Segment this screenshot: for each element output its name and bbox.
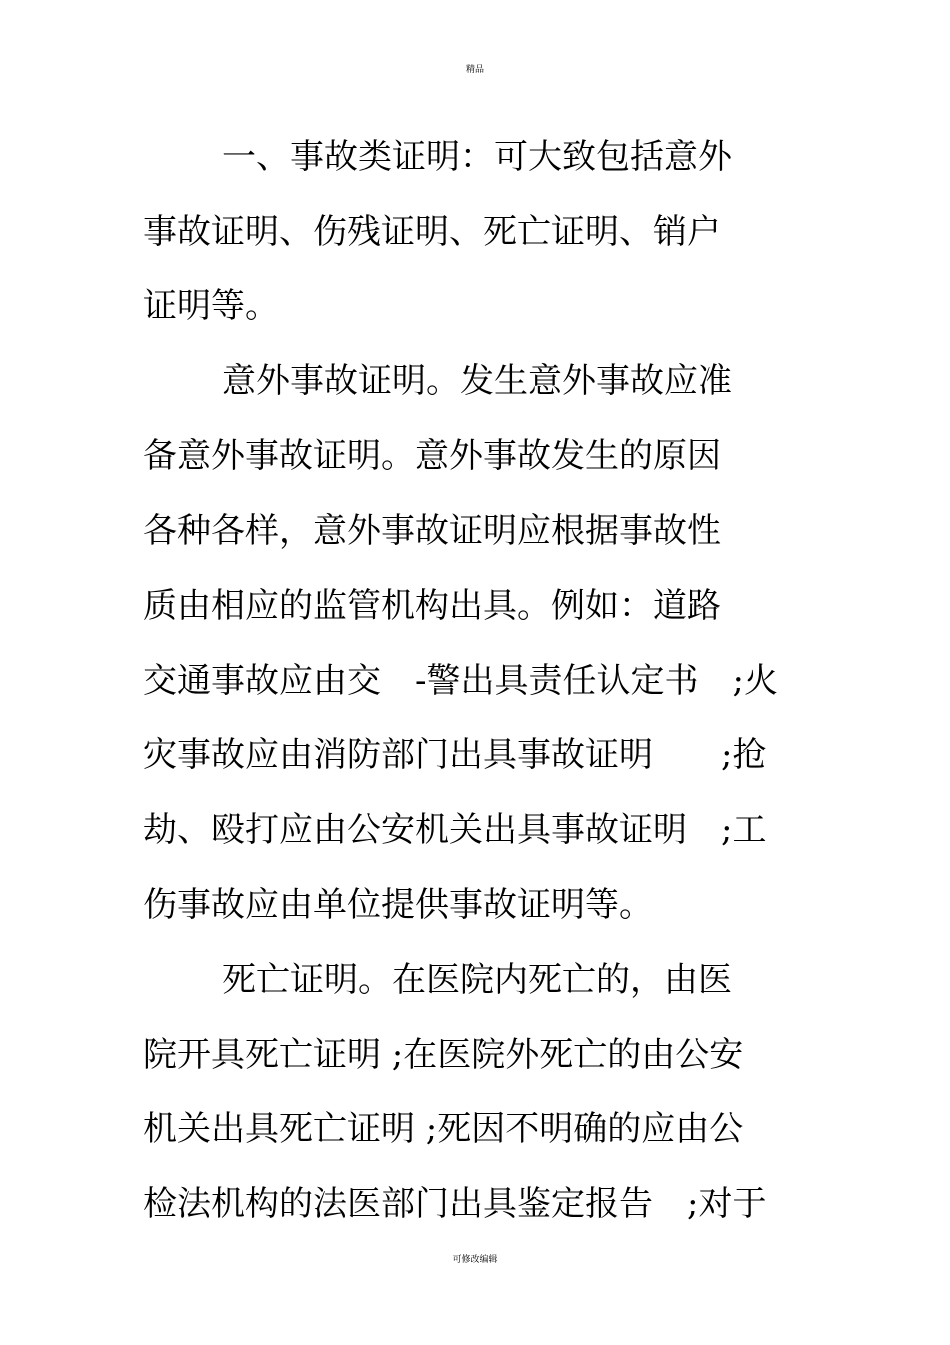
paragraph-line: 检法机构的法医部门出具鉴定报告 ;对于	[143, 1184, 767, 1224]
paragraph-line: 各种各样，意外事故证明应根据事故性	[143, 511, 721, 551]
paragraph-line: 灾事故应由消防部门出具事故证明 ;抢	[143, 735, 767, 775]
page-header: 精品	[465, 65, 484, 75]
paragraph-line: 备意外事故证明。意外事故发生的原因	[143, 436, 721, 476]
paragraph-line: 意外事故证明。发生意外事故应准	[222, 361, 732, 401]
paragraph-line: 伤事故应由单位提供事故证明等。	[143, 885, 653, 925]
paragraph-line: 质由相应的监管机构出具。例如：道路	[143, 586, 721, 626]
paragraph-line: 证明等。	[143, 286, 279, 326]
paragraph-line: 一、事故类证明：可大致包括意外	[222, 137, 732, 177]
paragraph-line: 死亡证明。在医院内死亡的，由医	[222, 960, 732, 1000]
paragraph-line: 事故证明、伤残证明、死亡证明、销户	[143, 212, 721, 252]
paragraph-line: 院开具死亡证明 ;在医院外死亡的由公安	[143, 1035, 744, 1075]
paragraph-line: 劫、殴打应由公安机关出具事故证明 ;工	[143, 810, 767, 850]
page-footer: 可修改编辑	[452, 1255, 498, 1265]
paragraph-line: 机关出具死亡证明 ;死因不明确的应由公	[143, 1109, 744, 1149]
paragraph-line: 交通事故应由交 -警出具责任认定书 ;火	[143, 661, 778, 701]
